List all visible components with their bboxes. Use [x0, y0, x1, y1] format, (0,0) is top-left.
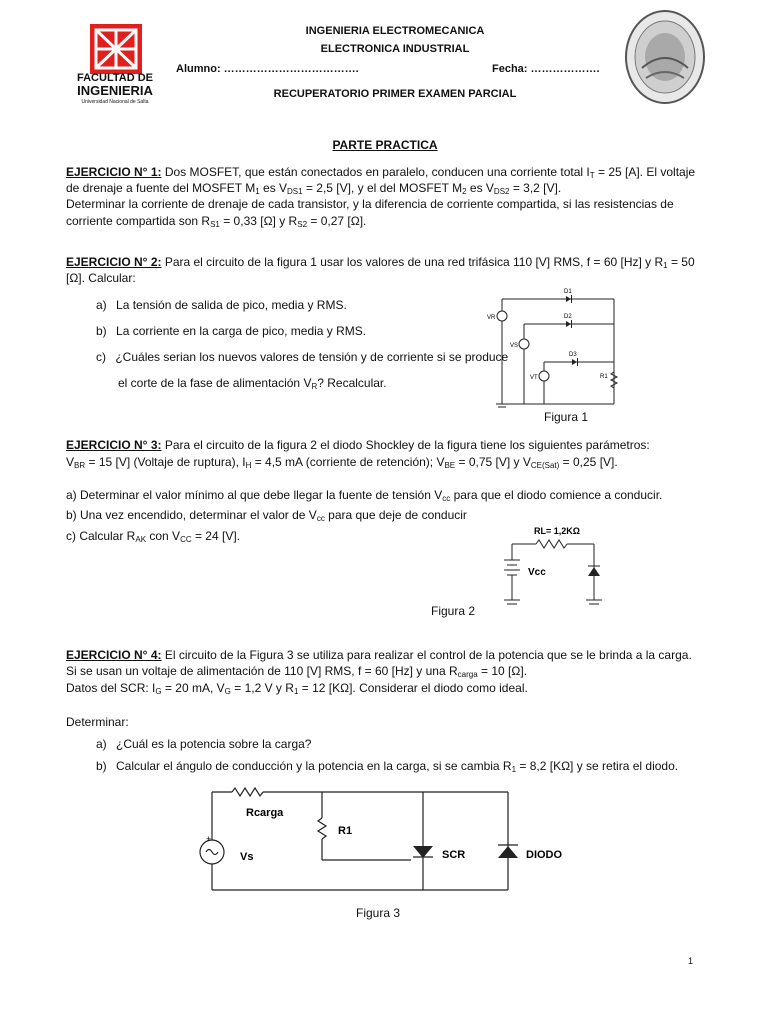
logo-line1: FACULTAD DE	[77, 72, 153, 84]
ej4-l3-sub2: G	[224, 687, 231, 696]
figure-3-caption: Figura 3	[356, 906, 401, 920]
ej4-a-text: ¿Cuál es la potencia sobre la carga?	[116, 737, 312, 751]
ej2-item-b	[96, 324, 366, 338]
ej1-l2e: = 3,2 [V].	[512, 181, 562, 195]
ej1-l4a: corriente compartida son R	[66, 214, 211, 228]
ej1-line4	[66, 213, 702, 229]
ej4-line1	[66, 647, 702, 663]
ej4-l2-sub: carga	[457, 670, 478, 679]
ej4-item-b	[96, 759, 678, 773]
ej3-c-end: = 24 [V].	[194, 529, 240, 543]
ej3-l2-sub4: CE(Sat)	[530, 461, 560, 470]
ej1-l2a: de drenaje a fuente del MOSFET M	[66, 181, 256, 195]
ej2-sub: 1	[663, 261, 668, 270]
ej2-label: EJERCICIO N° 2:	[66, 255, 162, 269]
ej1-text: Dos MOSFET, que están conectados en paralelo, conducen una corriente total I	[164, 165, 590, 179]
ej2-item-c2	[118, 376, 387, 390]
ej1-l4c: = 0,27 [Ω].	[310, 214, 367, 228]
ej2-c-text: ¿Cuáles serian los nuevos valores de tensión y de corriente si se produce	[115, 350, 509, 364]
ej3-a-sub: cc	[442, 494, 451, 503]
ej4-a-mark: a)	[96, 737, 107, 751]
ej3-a-end: para que el diodo comience a conducir.	[453, 488, 663, 502]
ej2-a-mark: a)	[96, 298, 107, 312]
ej1-l2-sub4: DS2	[493, 187, 510, 196]
ej1-l2b: es V	[263, 181, 288, 195]
ej1-l2c: = 2,5 [V], y el del MOSFET M	[305, 181, 463, 195]
fecha-field: Fecha: ……………….	[492, 63, 600, 75]
ej3-l2a: V	[66, 455, 75, 469]
ej2-c-mark: c)	[96, 350, 106, 364]
alumno-field: Alumno: ……………………………….	[176, 63, 359, 75]
ej4-l2a: Si se usan un voltaje de alimentación de 110 [V] RMS, f = 60 [Hz] y una R	[66, 664, 458, 678]
ej2-b-mark: b)	[96, 324, 107, 338]
ej3-c-mid: con V	[149, 529, 181, 543]
ej4-text: El circuito de la Figura 3 se utiliza para realizar el control de la potencia que se le brinda a la carga.	[164, 648, 692, 662]
ej4-l3d: = 12 [KΩ]. Considerar el diodo como ideal.	[301, 681, 528, 695]
ej2-c-sub: R	[311, 382, 318, 391]
figure-3-circuit	[196, 784, 596, 896]
ej3-l2d: = 0,75 [V] y V	[458, 455, 531, 469]
ej4-b-mark: b)	[96, 759, 107, 773]
logo-line3: Universidad Nacional de Salta	[81, 99, 149, 105]
ej1-l4-sub1: S1	[210, 220, 220, 229]
ej4-determinar: Determinar:	[66, 715, 129, 729]
fig3-plus: +	[206, 834, 212, 844]
ej3-l2-sub1: BR	[74, 461, 86, 470]
ej3-text: Para el circuito de la figura 2 el diodo Shockley de la figura tiene los siguientes parámetros:	[164, 438, 650, 452]
exam-title: RECUPERATORIO PRIMER EXAMEN PARCIAL	[273, 88, 517, 100]
ej1-text-end: = 25 [A]. El voltaje	[597, 165, 696, 179]
ej3-l2c: = 4,5 mA (corriente de retención); V	[254, 455, 445, 469]
ej4-item-a	[96, 737, 311, 751]
fig3-r1: R1	[338, 825, 353, 837]
header-title1: INGENIERIA ELECTROMECANICA	[305, 25, 485, 37]
figure-2-circuit	[496, 520, 616, 612]
ej1-line2	[66, 180, 702, 196]
ej2-item-c	[96, 350, 508, 364]
ej4-l3a: Datos del SCR: I	[66, 681, 156, 695]
section-title: PARTE PRACTICA	[332, 138, 438, 152]
ej3-item-a	[66, 487, 702, 503]
ej2-line2: [Ω]. Calcular:	[66, 271, 136, 285]
fig1-vs: VS	[510, 343, 519, 349]
university-seal	[624, 8, 706, 106]
ej2-text: Para el circuito de la figura 1 usar los valores de una red trifásica 110 [V] RMS, f = 60 [Hz] y R	[164, 255, 664, 269]
ej2-c2a: el corte de la fase de alimentación V	[118, 376, 312, 390]
logo-line2: INGENIERIA	[77, 83, 153, 98]
ej4-line2	[66, 663, 702, 679]
page-number: 1	[688, 956, 694, 966]
fig3-vs: Vs	[240, 851, 254, 863]
ej1-l2d: es V	[469, 181, 494, 195]
ej2-b-text: La corriente en la carga de pico, media y RMS.	[116, 324, 367, 338]
ej4-b-sub: 1	[511, 765, 517, 774]
fig3-scr: SCR	[442, 849, 466, 861]
ej2-item-a	[96, 298, 347, 312]
ej1-line3: Determinar la corriente de drenaje de cada transistor, y la diferencia de corriente compartida, si las resistencias de	[66, 197, 674, 211]
ej3-a-text: a) Determinar el valor mínimo al que debe llegar la fuente de tensión V	[66, 488, 443, 502]
ej1-l4-sub2: S2	[297, 220, 308, 229]
ej1-label: EJERCICIO N° 1:	[66, 165, 162, 179]
ej3-b-end: para que deje de conducir	[328, 508, 467, 522]
ej3-l2b: = 15 [V] (Voltaje de ruptura), I	[85, 455, 246, 469]
ej3-label: EJERCICIO N° 3:	[66, 438, 162, 452]
ej4-b-end: = 8,2 [KΩ] y se retira el diodo.	[519, 759, 679, 773]
fig3-diodo: DIODO	[526, 849, 563, 861]
ej4-l3-sub1: G	[155, 687, 162, 696]
fig1-d1: D1	[564, 289, 572, 295]
ej3-line2	[66, 454, 702, 470]
figure-1-circuit	[484, 284, 634, 414]
figure-2-caption: Figura 2	[431, 604, 476, 618]
ej4-label: EJERCICIO N° 4:	[66, 648, 162, 662]
figure-1-caption: Figura 1	[544, 410, 589, 424]
ej1-sub: T	[589, 171, 595, 180]
ej2-text-end: = 50	[670, 255, 695, 269]
fig1-d2: D2	[564, 314, 572, 320]
fig3-rcarga: Rcarga	[246, 807, 284, 819]
ej4-l2b: = 10 [Ω].	[481, 664, 528, 678]
ej3-b-sub: cc	[316, 514, 325, 523]
ej4-l3c: = 1,2 V y R	[234, 681, 294, 695]
ej4-line3	[66, 680, 702, 696]
faculty-logo	[66, 22, 164, 110]
ej2-a-text: La tensión de salida de pico, media y RMS.	[116, 298, 347, 312]
ej1-l2-sub2: DS1	[287, 187, 303, 196]
ej3-c-text: c) Calcular R	[66, 529, 136, 543]
fig1-vt: VT	[530, 375, 538, 381]
fig2-vcc: Vcc	[528, 567, 546, 578]
ej3-b-text: b) Una vez encendido, determinar el valor de V	[66, 508, 317, 522]
ej4-l3b: = 20 mA, V	[164, 681, 225, 695]
ej3-l2-sub2: H	[245, 461, 252, 470]
ej3-l2-sub3: BE	[444, 461, 456, 470]
ej1-l2-sub3: 2	[462, 187, 467, 196]
fig2-rl: RL= 1,2KΩ	[534, 526, 580, 536]
ej3-line1	[66, 437, 702, 453]
ej2-c2b: ? Recalcular.	[317, 376, 387, 390]
ej3-l2e: = 0,25 [V].	[562, 455, 618, 469]
ej3-c-sub: AK	[135, 535, 147, 544]
ej1-l4b: = 0,33 [Ω] y R	[223, 214, 298, 228]
header-title2: ELECTRONICA INDUSTRIAL	[320, 43, 470, 55]
ej4-b-text: Calcular el ángulo de conducción y la potencia en la carga, si se cambia R	[116, 759, 512, 773]
ej1-line1	[66, 164, 702, 180]
fig1-d3: D3	[569, 352, 577, 358]
fig1-r1: R1	[600, 374, 608, 380]
ej3-c-sub2: CC	[180, 535, 192, 544]
ej2-line1	[66, 254, 702, 270]
ej4-l3-sub3: 1	[293, 687, 299, 696]
fig1-vr: VR	[487, 315, 496, 321]
ej1-l2-sub1: 1	[255, 187, 260, 196]
